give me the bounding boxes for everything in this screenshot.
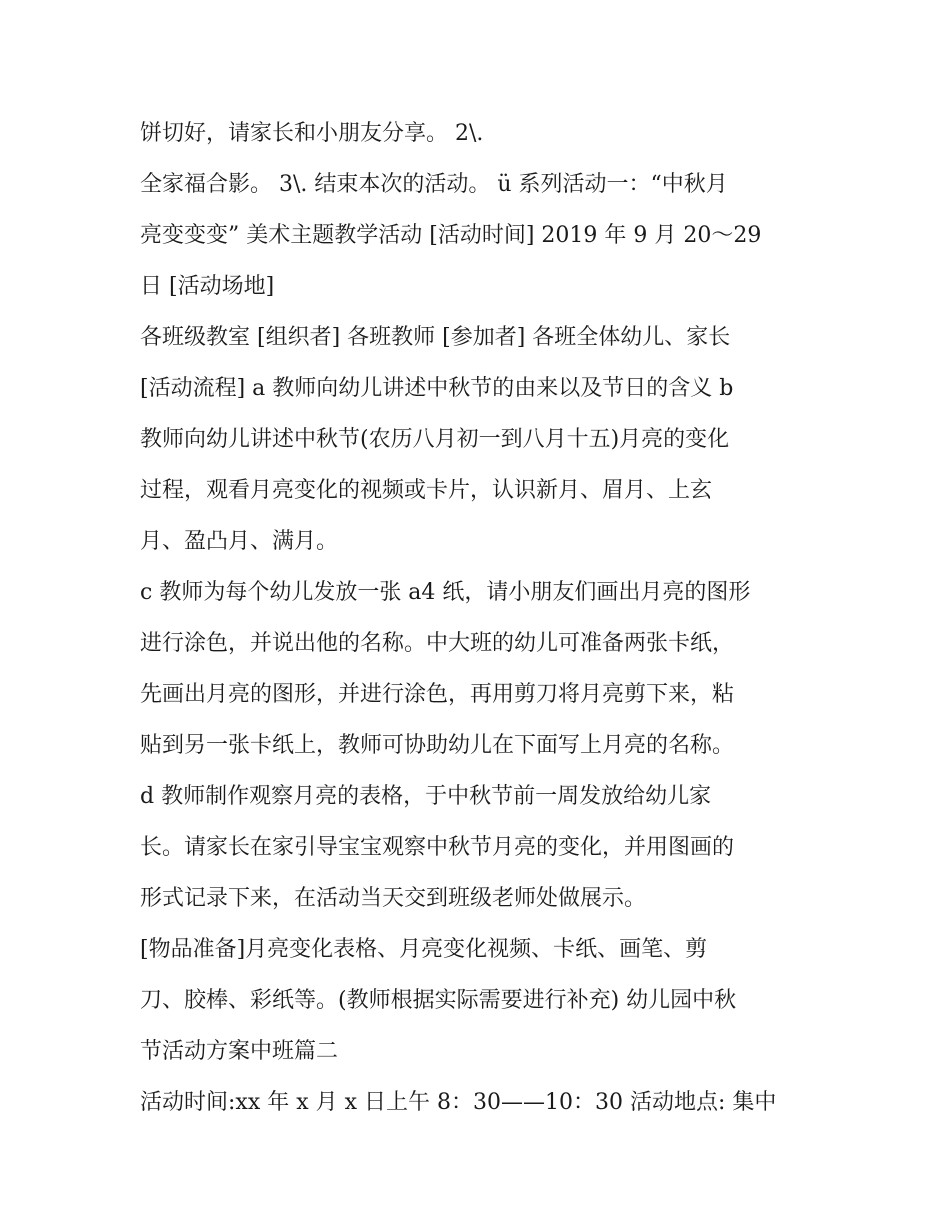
text-line: [活动流程] a 教师向幼儿讲述中秋节的由来以及节日的含义 b	[140, 376, 734, 401]
text-line: 月、盈凸月、满月。	[140, 529, 339, 554]
text-line: 形式记录下来，在活动当天交到班级老师处做展示。	[140, 886, 647, 911]
text-line: 贴到另一张卡纸上，教师可协助幼儿在下面写上月亮的名称。	[140, 733, 735, 758]
text-line: 活动时间:xx 年 x 月 x 日上午 8：30——10：30 活动地点: 集中	[140, 1090, 777, 1115]
text-line: 饼切好，请家长和小朋友分享。 2\.	[140, 121, 484, 146]
text-line: 刀、胶棒、彩纸等。(教师根据实际需要进行补充) 幼儿园中秋	[140, 988, 737, 1013]
text-line: 日 [活动场地]	[140, 274, 275, 299]
text-line: c 教师为每个幼儿发放一张 a4 纸，请小朋友们画出月亮的图形	[140, 580, 751, 605]
text-line: 长。请家长在家引导宝宝观察中秋节月亮的变化，并用图画的	[140, 835, 735, 860]
text-line: d 教师制作观察月亮的表格，于中秋节前一周发放给幼儿家	[140, 784, 712, 809]
text-line: 教师向幼儿讲述中秋节(农历八月初一到八月十五)月亮的变化	[140, 427, 730, 452]
text-line: 过程，观看月亮变化的视频或卡片，认识新月、眉月、上玄	[140, 478, 713, 503]
text-line: 进行涂色，并说出他的名称。中大班的幼儿可准备两张卡纸，	[140, 631, 735, 656]
text-line: 先画出月亮的图形，并进行涂色，再用剪刀将月亮剪下来，粘	[140, 682, 735, 707]
text-line: 全家福合影。 3\. 结束本次的活动。 ü 系列活动一：“中秋月	[140, 172, 728, 197]
text-line: 亮变变变” 美术主题教学活动 [活动时间] 2019 年 9 月 20～29	[140, 223, 762, 248]
text-line: 各班级教室 [组织者] 各班教师 [参加者] 各班全体幼儿、家长	[140, 325, 731, 350]
body-text	[140, 108, 820, 1128]
text-line: [物品准备]月亮变化表格、月亮变化视频、卡纸、画笔、剪	[140, 937, 708, 962]
text-line: 节活动方案中班篇二	[140, 1039, 339, 1064]
